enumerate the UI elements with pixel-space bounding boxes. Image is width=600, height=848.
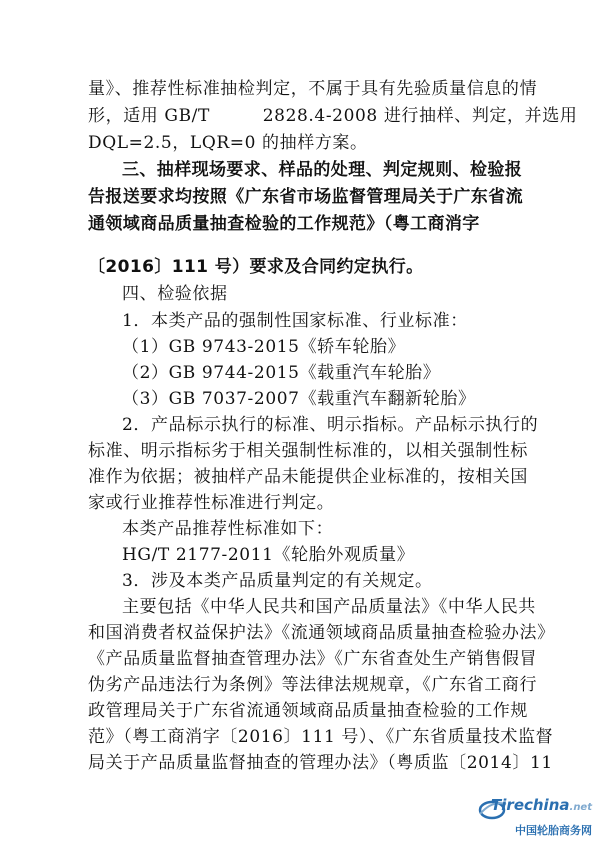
section-heading-line: 通领域商品质量抽查检验的工作规范》（粤工商消字 [88,214,480,234]
list-item: （3）GB 7037-2007《载重汽车翻新轮胎》 [122,389,476,409]
list-item: （2）GB 9744-2015《载重汽车轮胎》 [122,363,441,383]
text-line: 标准、明示指标劣于相关强制性标准的，以相关强制性标 [88,441,528,461]
text-line: 政管理局关于广东省流通领域商品质量抽查检验的工作规 [88,701,528,721]
text-line: 2．产品标示执行的标准、明示指标。产品标示执行的 [122,415,539,435]
text-line: 本类产品推荐性标准如下： [122,519,334,539]
text-line: 伪劣产品违法行为条例》等法律法规规章，《广东省工商行 [88,675,538,695]
text-line: 准作为依据；被抽样产品未能提供企业标准的，按相关国 [88,467,528,487]
list-item: （1）GB 9743-2015《轿车轮胎》 [122,337,406,357]
text-line: 1．本类产品的强制性国家标准、行业标准： [122,311,468,331]
text-line: 主要包括《中华人民共和国产品质量法》《中华人民共 [122,597,536,617]
text-line: 形，适用 GB/T 2828.4-2008 进行抽样、判定，并选用 [88,106,578,126]
text-line: 量》、推荐性标准抽检判定，不属于具有先验质量信息的情 [88,79,538,99]
text-line: 局关于产品质量监督抽查的管理办法》（粤质监〔2014〕11 [88,753,553,773]
text-line: 家或行业推荐性标准进行判定。 [88,493,335,513]
section-heading: 四、检验依据 [122,284,228,304]
section-heading-line: 三、抽样现场要求、样品的处理、判定规则、检验报 [122,160,523,180]
text-line: 范》（粤工商消字〔2016〕111 号）、《广东省质量技术监督 [88,727,554,747]
watermark-logo: Tirechina.net [491,796,592,814]
section-heading-line: 〔2016〕111 号）要求及合同约定执行。 [88,257,424,277]
text-line: DQL=2.5，LQR=0 的抽样方案。 [88,133,368,153]
text-line: 和国消费者权益保护法》《流通领域商品质量抽查检验办法》 [88,623,555,643]
text-line: 《产品质量监督抽查管理办法》《广东省查处生产销售假冒 [88,649,538,669]
watermark [472,796,592,842]
section-heading-line: 告报送要求均按照《广东省市场监督管理局关于广东省流 [88,187,523,207]
list-item: HG/T 2177-2011《轮胎外观质量》 [122,545,415,565]
watermark-text: 中国轮胎商务网 [515,824,592,837]
text-line: 3．涉及本类产品质量判定的有关规定。 [122,571,433,591]
